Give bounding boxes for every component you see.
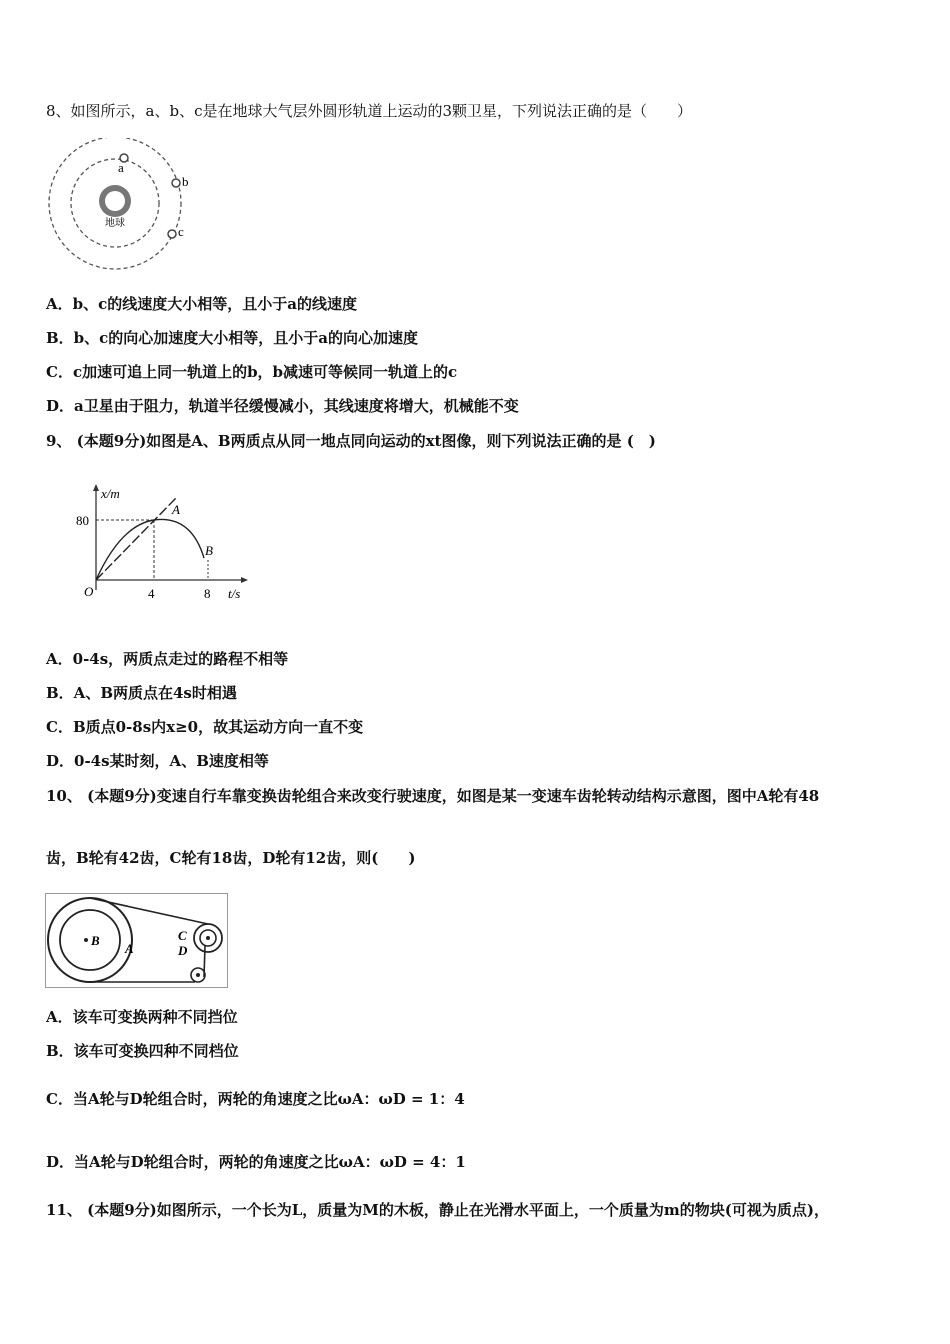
earth-label: 地球 [105, 218, 125, 229]
gear-d-label: D [178, 943, 188, 958]
q8-orbit-figure [46, 138, 196, 270]
gear-b-label: B [91, 933, 100, 948]
chain-side [204, 946, 205, 977]
rear-sprocket-center-icon [196, 973, 200, 977]
satellite-b-icon [172, 179, 180, 187]
curve-b [96, 519, 204, 580]
gear-c-label: C [178, 928, 187, 943]
q10-gear-figure [45, 893, 230, 989]
line-a [96, 498, 176, 580]
satellite-a-label: a [118, 160, 124, 175]
q10-option-d: D．当A轮与D轮组合时，两轮的角速度之比ωA：ωD = 4：1 [46, 1153, 466, 1171]
x-axis-label: t/s [228, 586, 241, 601]
q9-option-a: A．0-4s，两质点走过的路程不相等 [46, 650, 289, 668]
gear-b-center-icon [84, 938, 88, 942]
q8-option-c: C．c加速可追上同一轨道上的b，b减速可等候同一轨道上的c [46, 363, 458, 381]
y-axis-arrow-icon [93, 484, 99, 491]
satellite-c-label: c [178, 224, 184, 239]
q10-stem-line2: 齿，B轮有42齿，C轮有18齿，D轮有12齿，则( ) [46, 849, 416, 867]
q9-stem: 9、 (本题9分)如图是A、B两质点从同一地点同向运动的xt图像，则下列说法正确的是 ( ) [46, 432, 656, 450]
q8-option-a: A．b、c的线速度大小相等，且小于a的线速度 [46, 295, 357, 313]
q10-option-a: A．该车可变换两种不同挡位 [46, 1008, 238, 1026]
q9-xt-graph [76, 480, 256, 605]
satellite-c-icon [168, 230, 176, 238]
x-axis-arrow-icon [241, 577, 248, 583]
q9-option-b: B．A、B两质点在4s时相遇 [46, 684, 237, 702]
gear-cd-center-icon [206, 936, 210, 940]
curve-b-label: B [205, 543, 213, 558]
q10-option-c: C．当A轮与D轮组合时，两轮的角速度之比ωA：ωD = 1：4 [46, 1090, 465, 1108]
y-tick-80: 80 [76, 513, 89, 528]
q10-option-b: B．该车可变换四种不同档位 [46, 1042, 239, 1060]
q8-option-d: D．a卫星由于阻力，轨道半径缓慢减小，其线速度将增大，机械能不变 [46, 397, 519, 415]
q8-option-b: B．b、c的向心加速度大小相等，且小于a的向心加速度 [46, 329, 419, 347]
q9-option-d: D．0-4s某时刻，A、B速度相等 [46, 752, 269, 770]
q11-stem: 11、 (本题9分)如图所示，一个长为L，质量为M的木板，静止在光滑水平面上，一个质量为m的物块(可视为质点)， [46, 1201, 829, 1219]
earth-core-icon [105, 191, 125, 211]
x-tick-4: 4 [148, 586, 155, 601]
x-tick-8: 8 [204, 586, 211, 601]
q9-option-c: C．B质点0-8s内x≥0，故其运动方向一直不变 [46, 718, 364, 736]
gear-a-label: A [125, 941, 134, 956]
y-axis-label: x/m [101, 486, 120, 501]
q10-stem-line1: 10、 (本题9分)变速自行车靠变换齿轮组合来改变行驶速度，如图是某一变速车齿轮转动结构示意图，图中A轮有48 [46, 787, 820, 805]
q8-stem: 8、如图所示，a、b、c是在地球大气层外圆形轨道上运动的3颗卫星，下列说法正确的是（ ） [46, 102, 693, 120]
origin-label: O [84, 584, 94, 599]
satellite-b-label: b [182, 174, 189, 189]
curve-a-label: A [172, 502, 180, 517]
